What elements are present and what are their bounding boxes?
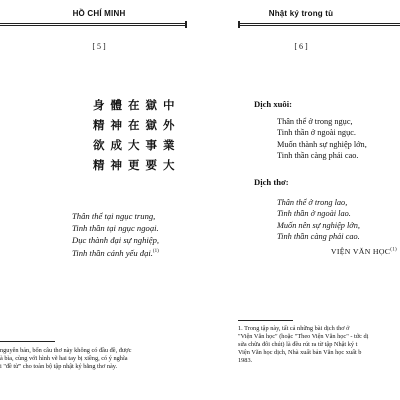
running-header-left: HỒ CHÍ MINH bbox=[72, 9, 126, 18]
footnote-line: sửa chữa đôi chút) là đều rút ra từ tập Nhật ký t bbox=[238, 341, 358, 348]
prose-translation-title: Dịch xuôi: bbox=[254, 99, 292, 109]
poem-line: Thân thể tại ngục trung, bbox=[72, 211, 156, 221]
footnote-line: à bìa, cùng với hình vẽ hai tay bị xiềng, có ý nghĩa bbox=[0, 355, 128, 362]
poem-line: Thân thể ở trong lao, bbox=[277, 198, 348, 207]
poem-line: Tinh thần cánh yếu đại.$^{(1)}$ bbox=[72, 247, 159, 258]
sino-vietnamese-transliteration bbox=[72, 210, 159, 259]
footnote-left bbox=[0, 347, 198, 371]
footnote-line: Viện Văn học dịch, Nhà xuất bản Văn học xuất b bbox=[238, 349, 362, 356]
footnote-line: i "đề từ" cho toàn bộ tập nhật ký bằng thơ này. bbox=[0, 363, 118, 370]
poem-line: Tinh thần ở ngoài ngục. bbox=[277, 128, 356, 138]
footnote-right bbox=[238, 325, 400, 365]
translation-credit: VIỆN VĂN HỌC$^{(1)}$ bbox=[330, 247, 397, 256]
poem-line: Dục thành đại sự nghiệp, bbox=[72, 235, 160, 245]
poem-line: Muốn nên sự nghiệp lớn, bbox=[277, 220, 360, 230]
footnote-line: "Viện Văn học" (hoặc "Theo Viện Văn học" - tức dị bbox=[238, 333, 369, 340]
verse-translation-title: Dịch thơ: bbox=[254, 177, 289, 187]
footnote-marker[interactable]: (1) bbox=[390, 247, 397, 253]
poem-line: 欲成大事業 bbox=[93, 138, 181, 152]
right-page bbox=[202, 0, 400, 400]
verse-translation bbox=[277, 197, 360, 242]
poem-line: Tinh thần tại ngục ngoại. bbox=[72, 223, 159, 233]
left-page bbox=[0, 0, 198, 400]
poem-line: Thân thể ở trong ngục, bbox=[277, 117, 353, 126]
poem-line: Tinh thần càng phải cao. bbox=[277, 231, 360, 241]
poem-line: 精神在獄外 bbox=[93, 118, 181, 132]
page-number-left: [ 5 ] bbox=[92, 42, 106, 51]
footnote-rule-right bbox=[238, 320, 293, 321]
footnote-line: 1983. bbox=[238, 357, 253, 364]
footnote-rule-left bbox=[0, 341, 55, 342]
poem-line: Tinh thần càng phải cao. bbox=[277, 150, 359, 160]
header-rule-cap-left bbox=[185, 21, 187, 28]
poem-line: 身體在獄中 bbox=[93, 98, 181, 112]
header-rule-right bbox=[238, 23, 400, 26]
poem-line: Muốn thành sự nghiệp lớn, bbox=[277, 139, 367, 149]
chinese-original-poem bbox=[93, 95, 181, 175]
header-rule-left bbox=[0, 23, 185, 26]
footnote-line: 1. Trong tập này, tất cả những bài dịch thơ ở bbox=[238, 325, 350, 332]
running-header-right: Nhật ký trong tù bbox=[268, 9, 334, 18]
poem-line: 精神更要大 bbox=[93, 158, 181, 172]
header-rule-cap-right bbox=[238, 21, 240, 28]
footnote-line: nguyên bản, bốn câu thơ này không có đầu đề, được bbox=[0, 347, 132, 354]
poem-line: Tinh thần ở ngoài lao. bbox=[277, 209, 351, 219]
page-number-right: [ 6 ] bbox=[294, 42, 308, 51]
footnote-marker[interactable]: (1) bbox=[152, 249, 159, 254]
prose-translation bbox=[277, 116, 367, 161]
